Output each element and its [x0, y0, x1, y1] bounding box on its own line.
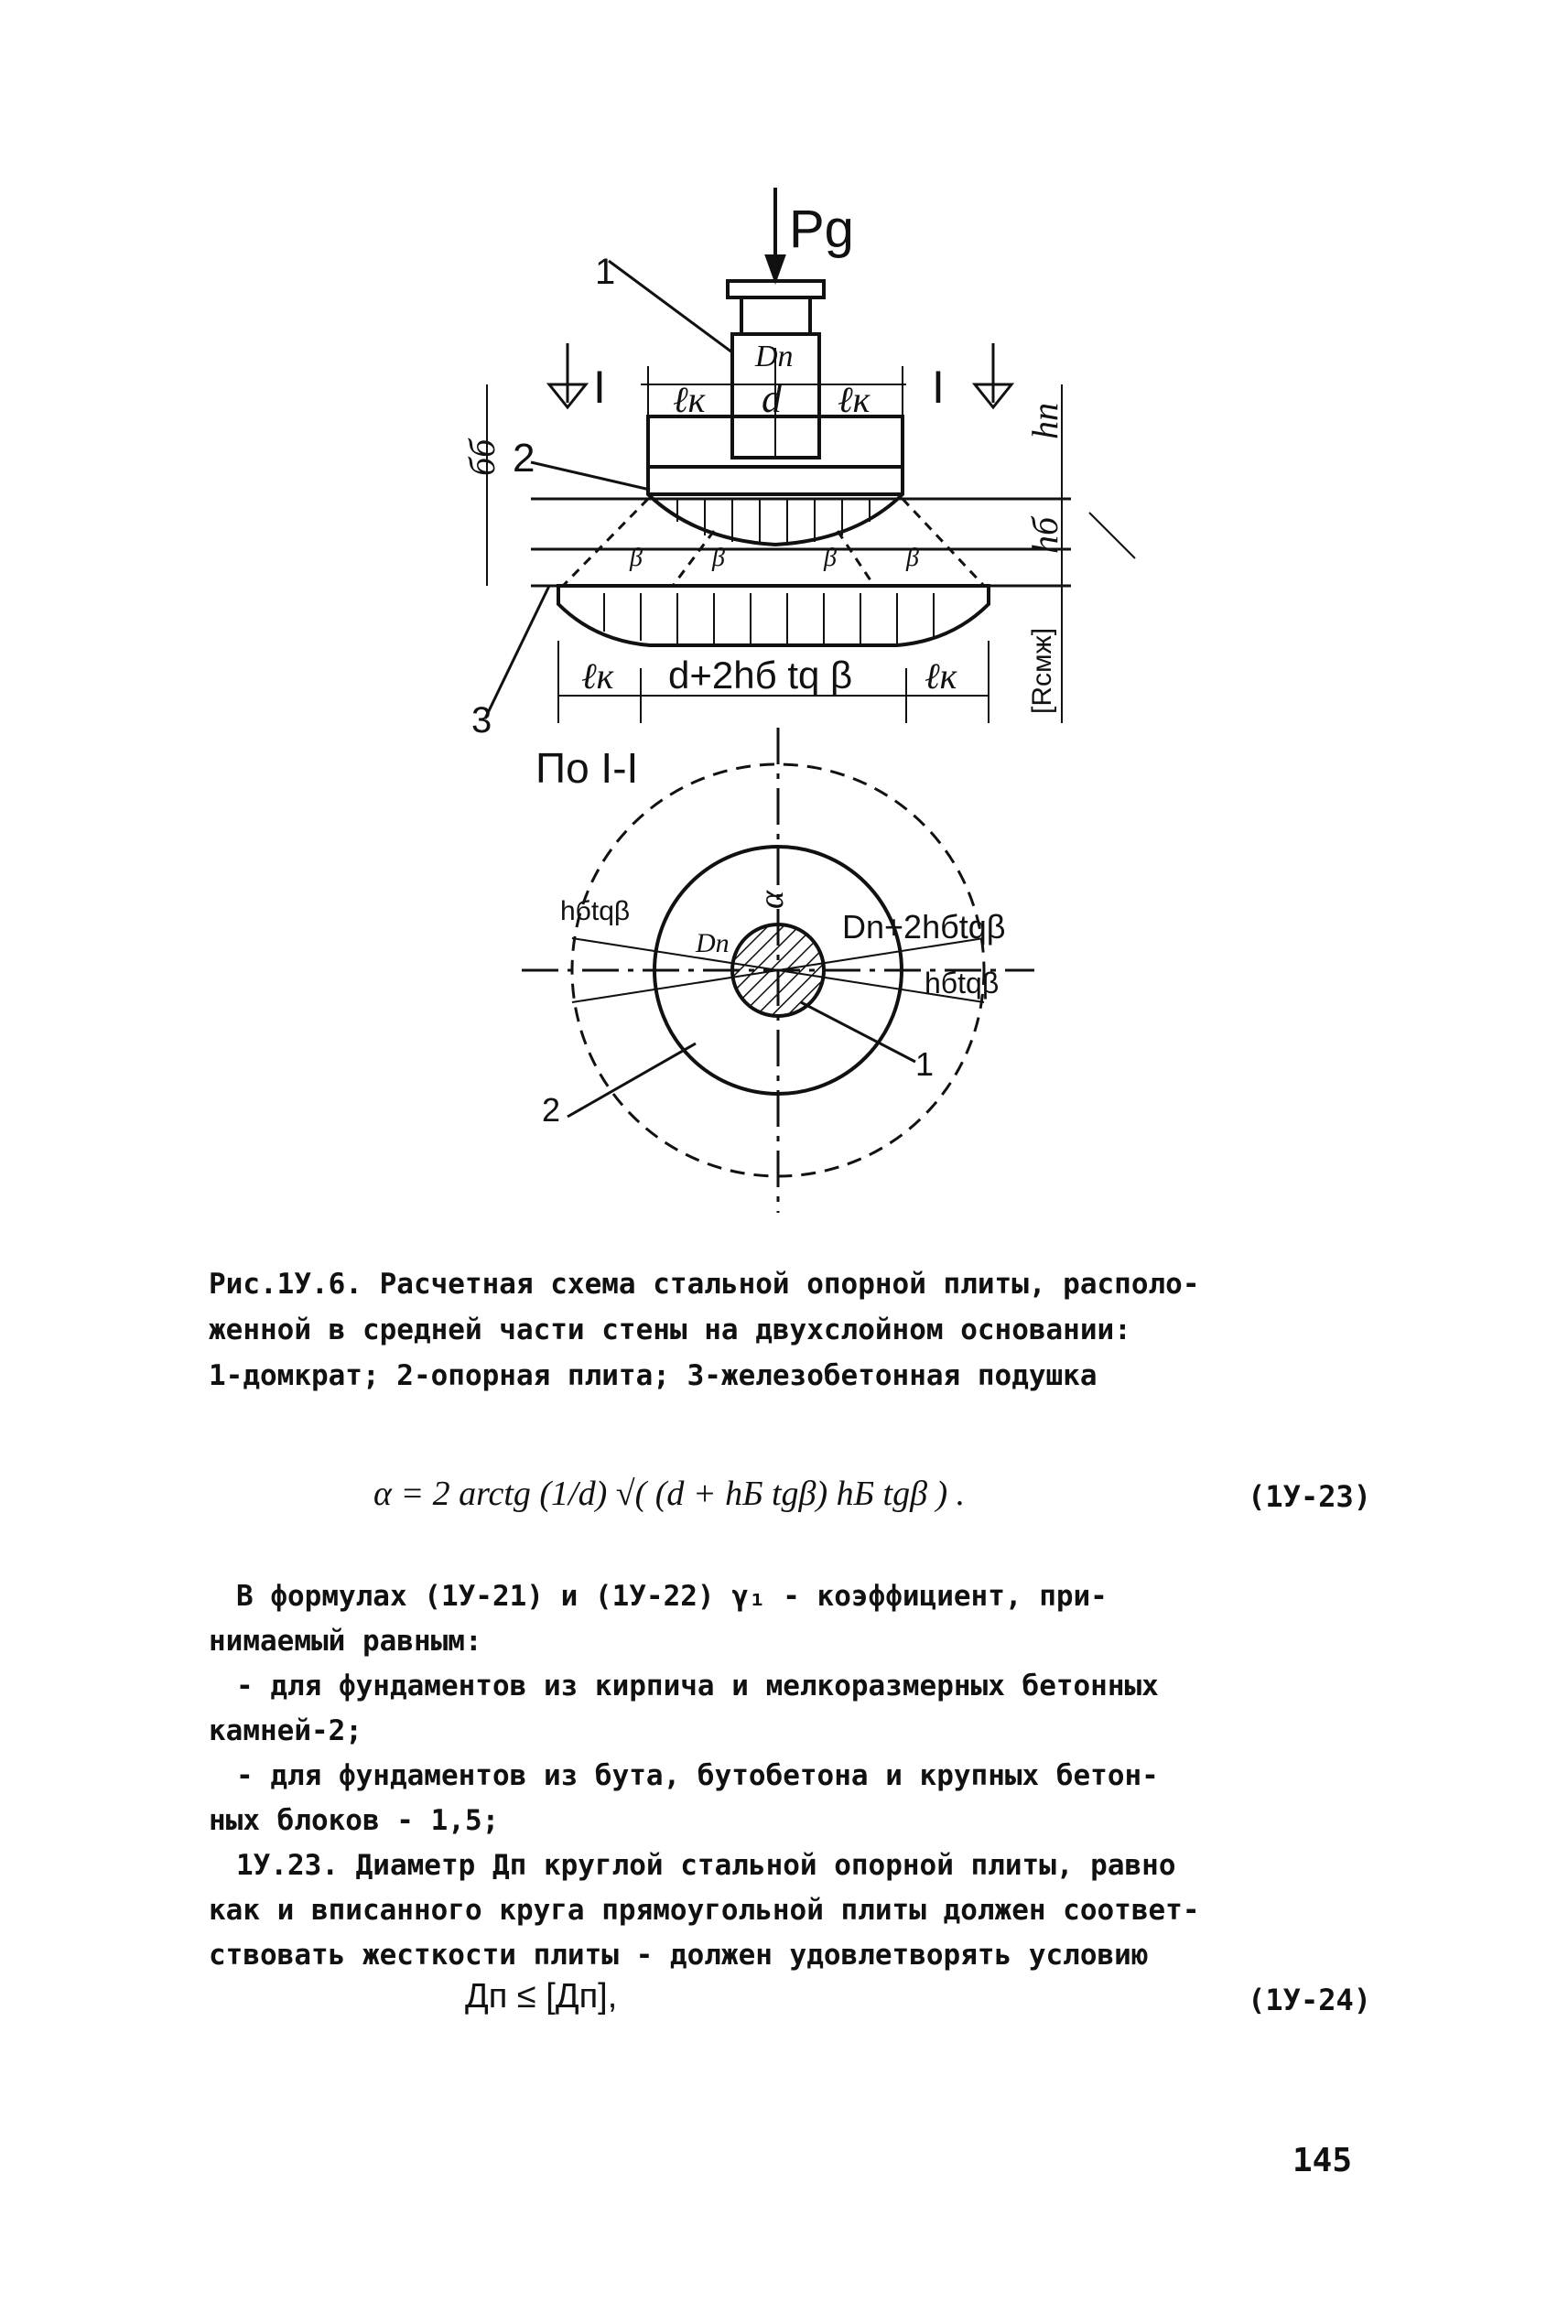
label-section-plate: 2 [542, 1091, 561, 1129]
paragraph-line: - для фундаментов из бута, бутобетона и крупных бетон- [236, 1759, 1159, 1792]
paragraph-line: нимаемый равным: [209, 1625, 482, 1658]
paragraph-line: ных блоков - 1,5; [209, 1804, 500, 1837]
label-lk-left: ℓк [673, 379, 706, 420]
label-hb-tg-left: hбtqβ [560, 896, 631, 926]
caption-line: 1-домкрат; 2-опорная плита; 3-железобетонная подушка [209, 1359, 1098, 1392]
paragraph-line: камней-2; [209, 1714, 362, 1747]
label-d-plus: d+2hб tq β [668, 654, 853, 697]
caption-line: Рис.1У.6. Расчетная схема стальной опорной плиты, располо- [209, 1268, 1200, 1301]
label-section-jack: 1 [915, 1045, 935, 1083]
figure-caption [209, 1261, 1399, 1399]
label-beta-1: β [630, 544, 643, 572]
label-sigma-b: бб [461, 438, 503, 476]
label-section-left: I [593, 362, 606, 413]
caption-line: женной в средней части стены на двухслойном основании: [209, 1313, 1131, 1346]
equation-number: (1У-24) [1248, 1983, 1371, 2017]
body-text [209, 1574, 1399, 1978]
label-beta-2: β [712, 544, 725, 572]
label-d: d [762, 376, 782, 421]
paragraph-line: - для фундаментов из кирпича и мелкоразмерных бетонных [236, 1670, 1159, 1702]
label-load: Pg [789, 200, 854, 259]
load-arrowhead [767, 256, 784, 279]
label-dn-plus: Dn+2hбtqβ [842, 908, 1006, 946]
label-jack-1: 1 [595, 252, 616, 292]
label-lk-bottom-right: ℓк [925, 655, 957, 697]
paragraph-line: В формулах (1У-21) и (1У-22) γ₁ - коэффициент, при- [236, 1580, 1108, 1613]
equation-1u-24 [209, 1977, 1371, 2036]
label-lk-right: ℓк [838, 379, 871, 420]
plate-pressure-epure [648, 467, 903, 545]
label-section-right: I [932, 362, 945, 413]
label-plate-2: 2 [513, 436, 535, 481]
jack-neck [741, 297, 810, 334]
section-title: По I-I [535, 744, 639, 792]
label-cushion-3: 3 [471, 700, 492, 740]
equation-expression: α = 2 arctg (1/d) √( (d + hБ tgβ) hБ tgβ ) . [373, 1475, 966, 1513]
label-hn: hn [1024, 403, 1065, 439]
label-alpha: α [752, 891, 791, 909]
equation-number: (1У-23) [1248, 1479, 1371, 1514]
label-beta-3: β [824, 544, 837, 572]
jack-head [728, 281, 824, 297]
equation-1u-23 [209, 1474, 1371, 1532]
label-dn-top: Dn [755, 340, 794, 373]
label-dn-section: Dn [696, 928, 730, 958]
paragraph-line: ствовать жесткости плиты - должен удовлетворять условию [209, 1939, 1149, 1972]
cushion-pressure-epure [558, 586, 989, 645]
paragraph-line: 1У.23. Диаметр Дп круглой стальной опорной плиты, равно [236, 1849, 1176, 1882]
label-hb: hб [1024, 516, 1065, 554]
page-number: 145 [1292, 2142, 1353, 2179]
paragraph-line: как и вписанного круга прямоугольной плиты должен соответ- [209, 1894, 1200, 1927]
label-beta-4: β [906, 544, 919, 572]
equation-expression: Дп ≤ [Дп], [465, 1977, 618, 2016]
label-lk-bottom-left: ℓк [581, 655, 614, 697]
label-hb-tg-right: hбtqβ [925, 967, 1000, 1000]
label-r-smj: [Rсмж] [1027, 627, 1057, 714]
